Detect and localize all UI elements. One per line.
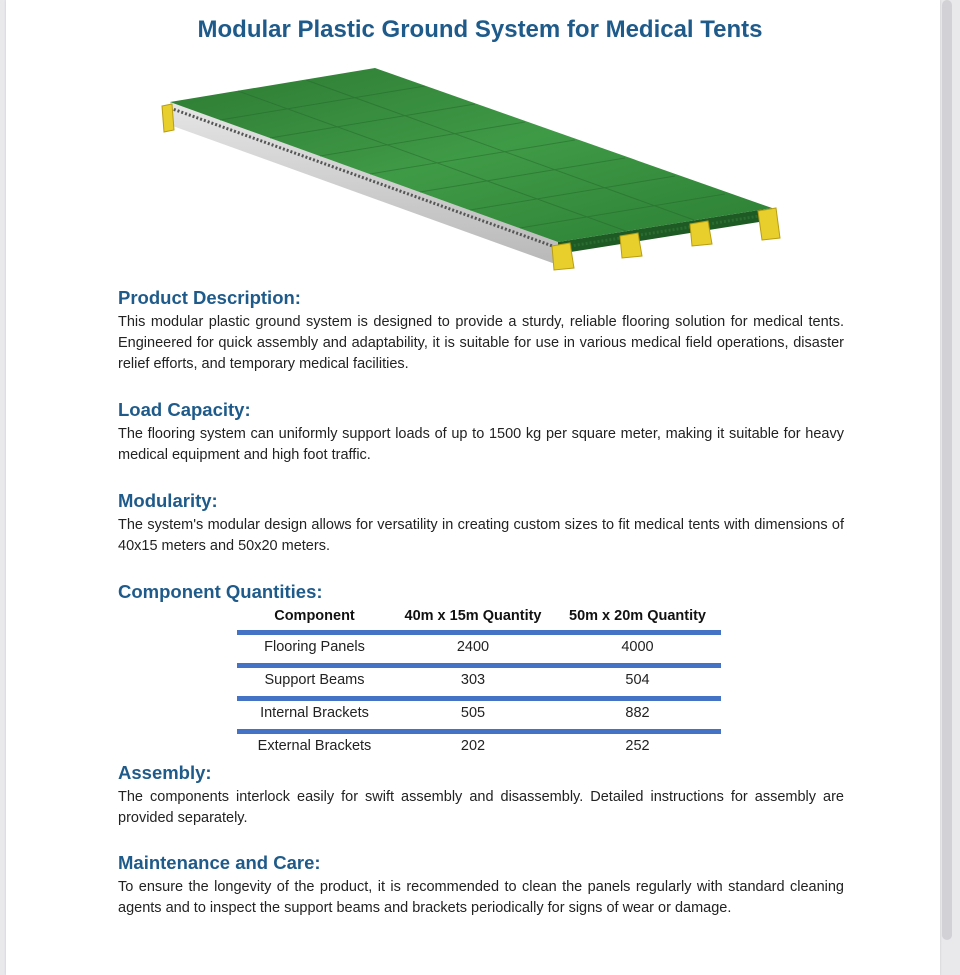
section-heading: Assembly: xyxy=(118,762,212,783)
section-modularity xyxy=(118,489,844,557)
modular-floor-illustration xyxy=(150,60,800,275)
table-cell: 504 xyxy=(625,672,650,688)
table-cell: Support Beams xyxy=(264,672,365,688)
section-text: This modular plastic ground system is designed to provide a sturdy, reliable flooring solution for medical tents. Engineered for quick assembly and adaptability, it is suitable for use in various medical field operations, disaster relief efforts, and temporary medical facilities. xyxy=(118,314,844,372)
component-quantities-table xyxy=(237,604,721,762)
table-row xyxy=(237,734,721,762)
section-maintenance-care xyxy=(118,851,844,919)
table-cell: 882 xyxy=(625,705,650,721)
section-heading: Modularity: xyxy=(118,490,218,511)
section-heading: Load Capacity: xyxy=(118,399,251,420)
section-load-capacity xyxy=(118,398,844,466)
section-assembly xyxy=(118,761,844,829)
table-header-row xyxy=(237,604,721,630)
table-header-cell: Component xyxy=(274,608,355,624)
section-text: The system's modular design allows for versatility in creating custom sizes to fit medical tents with dimensions of 40x15 meters and 50x20 meters. xyxy=(118,517,844,554)
table-cell: 2400 xyxy=(456,639,490,655)
section-component-quantities xyxy=(118,580,844,604)
table-cell: Flooring Panels xyxy=(264,639,365,655)
table-row xyxy=(237,635,721,663)
table-cell: 4000 xyxy=(621,639,654,655)
table-cell: 505 xyxy=(460,705,486,721)
section-text: The components interlock easily for swift assembly and disassembly. Detailed instructions for assembly are provided separately. xyxy=(118,789,844,826)
section-product-description xyxy=(118,286,844,375)
table-cell: 303 xyxy=(460,672,486,688)
section-heading: Product Description: xyxy=(118,287,301,308)
table-cell: 202 xyxy=(460,738,486,754)
table-header-cell: 40m x 15m Quantity xyxy=(404,608,542,624)
section-text: To ensure the longevity of the product, it is recommended to clean the panels regularly with standard cleaning agents and to inspect the support beams and brackets periodically for signs of wear or damage. xyxy=(118,879,844,916)
table-row xyxy=(237,701,721,729)
table-cell: 252 xyxy=(625,738,650,754)
scrollbar[interactable] xyxy=(942,0,952,940)
section-text: The flooring system can uniformly support loads of up to 1500 kg per square meter, making it suitable for heavy medical equipment and high foot traffic. xyxy=(118,426,844,463)
section-heading: Component Quantities: xyxy=(118,581,323,602)
table-row xyxy=(237,668,721,696)
table-cell: External Brackets xyxy=(257,738,372,754)
section-heading: Maintenance and Care: xyxy=(118,852,321,873)
table-cell: Internal Brackets xyxy=(260,705,369,721)
table-header-cell: 50m x 20m Quantity xyxy=(569,608,706,624)
page-title: Modular Plastic Ground System for Medical Tents xyxy=(197,16,763,43)
